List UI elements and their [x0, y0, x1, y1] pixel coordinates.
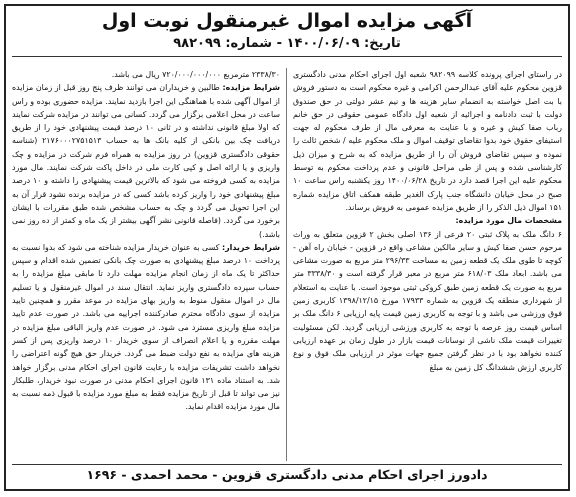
auction-notice [4, 4, 570, 491]
intro-paragraph: در راستای اجرای پرونده کلاسه ۹۸۲۰۹۹ شعبه اول اجرای احکام مدنی دادگستری قزوین محکوم علیه آقای عبدالرحمن اکرامی و غیره محکوم است به دستور فروش با بت اصل خواسته به انضمام سایر هزینه ها و نیم عشر دولتی در حق صندوق دولت با ثبت دادنامه و اجرائیه از شعبه اول دادگاه عمومی حقوقی در حق خانم رباب صفا کیش و غیره و با عنایت به معرفی مال از طرف محکوم له جهت استیفای حقوق خود بدوا تقاضای توقیف اموال و ملک محکوم علیه / شخص ثالث را نموده و سپس تقاضای فروش آن را از طریق مزایده که به شرح و میزان ذیل کارشناسی شده و پس از طی مراحل قانونی و عدم پرداخت محکوم به توسط محکوم علیه این اجرا قصد دارد در تاریخ ۱۴۰۰/۰۶/۲۸ روز یکشنبه راس ساعت ۱۰ صبح در محل خیابان دانشگاه جنب پارک الغدیر طبقه همکف اتاق مزایده شماره ۱۵۱ اموال ذیل الذکر را از طریق مزایده عمومی به فروش برساند. [293, 70, 562, 212]
buyer-terms-heading: شرایط خریدار: [221, 242, 280, 252]
auction-terms-paragraph: طالبین و خریداران می توانند ظرف پنج روز قبل از زمان مزایده از اموال آگهی شده با هماهنگی این اجرا بازدید نمایند. مزایده حضوری بوده و راس ساعت در محل اعلامی برگزار می گردد. کسانی می توانند در مزایده شرکت نمایند که اولا مبلغ قانونی نداشته و در ثانی ۱۰ درصد قیمت پیشنهادی خود را از طریق دریافت چک بین بانکی از کلیه بانک ها به حساب ۲۱۷۶۰۰۰۲۷۵۱۵۱۳ (شناسه حقوقی دادگستری قزوین) در روز مزایده به همراه فرم شرکت در مزایده و چک واریزی و یا ارائه اصل و کپی کارت ملی در داخل پاکت شرکت نمایند. مال مورد مزایده به کسی فروخته می شود که بالاترین قیمت پیشنهادی را داشته و ۱۰ درصد مبلغ پیشنهادی خود را واریز کرده باشد کسی که در مزایده برنده نشود قرار آن به این اجرا تحویل می گردد و چک به حساب مشخص شده طبق مقررات با ایشان برخورد می گردد. (فاصله قانونی نشر آگهی بیشتر از یک ماه و کمتر از ده روز نمی باشد.) [12, 83, 281, 239]
notice-body [12, 68, 562, 461]
notice-signature: دادورز اجرای احکام مدنی دادگستری قزوین - محمد احمدی - ۱۶۹۶ [12, 464, 562, 485]
left-column [12, 68, 287, 461]
notice-header [6, 6, 568, 57]
header-divider [12, 56, 562, 57]
buyer-terms-paragraph: کسی به عنوان خریدار مزایده شناخته می شود که بدوا نسبت به پرداخت ۱۰ درصد مبلغ پیشنهادی به صورت چک بانکی تضمین شده اقدام و سپس حداکثر تا یک ماه از زمان انجام مزایده مهلت دارد تا مابقی مبلغ مزایده را به حساب سپرده دادگستری واریز نماید. انتقال سند در اموال غیرمنقول و یا تسلیم مال در اموال منقول منوط به واریز بهای مزایده در موعد مقرر و همچنین تایید مزایده از سوی دادگاه محترم صادرکننده اجراییه می باشد. در صورت عدم تایید مزایده مبلغ واریزی مسترد می شود. در صورت عدم واریز الباقی مبلغ مزایده در مهلت مقرره و یا اعلام انصراف از سوی خریدار ۱۰ درصد واریزی پس از کسر هزینه های مزایده به نفع دولت ضبط می گردد. خریدار حق هیچ گونه اعتراضی را نخواهد داشت تشریفات مزایده با رعایت قانون اجرای احکام مدنی برگزار خواهد شد. به استناد ماده ۱۳۱ قانون اجرای احکام مدنی در صورت نبود خریدار، طلبکار نیز می تواند تا قبل از تاریخ مزایده فقط به مبلغ مورد مزایده با قبول ذمه نسبت به مال مورد مزایده اقدام نماید. [12, 242, 280, 412]
notice-date-number: تاریخ: ۱۴۰۰/۰۶/۰۹ - شماره: ۹۸۲۰۹۹ [173, 36, 401, 51]
property-spec-heading: مشخصات مال مورد مزایده: [455, 216, 562, 226]
notice-title: آگهی مزایده اموال غیرمنقول نوبت اول [101, 10, 473, 32]
property-spec-paragraph: ۶ دانگ ملک به پلاک ثبتی ۲۰ فرعی از ۱۳۶ اصلی بخش ۲ قزوین متعلق به وراث مرحوم حسن صفا کیش و سایر مالکین مشاعی واقع در قزوین - خیابان راه آهن - کوچه تا طوی ملک یک قطعه زمین به مساحت ۲۹۶/۳۳ متر مربع به صورت مشاعی می باشد. ابعاد ملک ۶۱۸/۰۳ متر مربع در معبر قرار گرفته است و ۳۳۳۸/۳۰ متر مربع به صورت یک قطعه زمین طبق کروکی ثبتی موجود است. با عنایت به استعلام از شهرداری منطقه یک قزوین به شماره ۱۷۹۳۳ مورخ ۱۳۹۸/۱۲/۱۵ کاربری زمین فوق ورزشی می باشد و با توجه به کاربری زمین قیمت پایه ارزیابی ۶ دانگ ملک بر اساس قیمت روز عرصه با توجه به کاربری ورزشی ارزیابی گردید. لکن مسئولیت تغییرات قیمت ملک ناشی از نوسانات قیمت بازار در طول زمان بر عهده ارزیابی کننده نخواهد بود با در نظر گرفتن جمیع جهات موثر در ارزیابی ملک فوق و نوع کاربری ارزش ششدانگ کل زمین به مبلغ [293, 229, 562, 372]
auction-terms-heading: شرایط مزایده: [222, 83, 280, 93]
valuation-line: ۲۳۳۸/۳۰ مترمربع ۷۲۰/۰۰۰/۰۰۰/۰۰۰ ریال می باشد. [111, 70, 280, 79]
right-column [287, 68, 562, 461]
